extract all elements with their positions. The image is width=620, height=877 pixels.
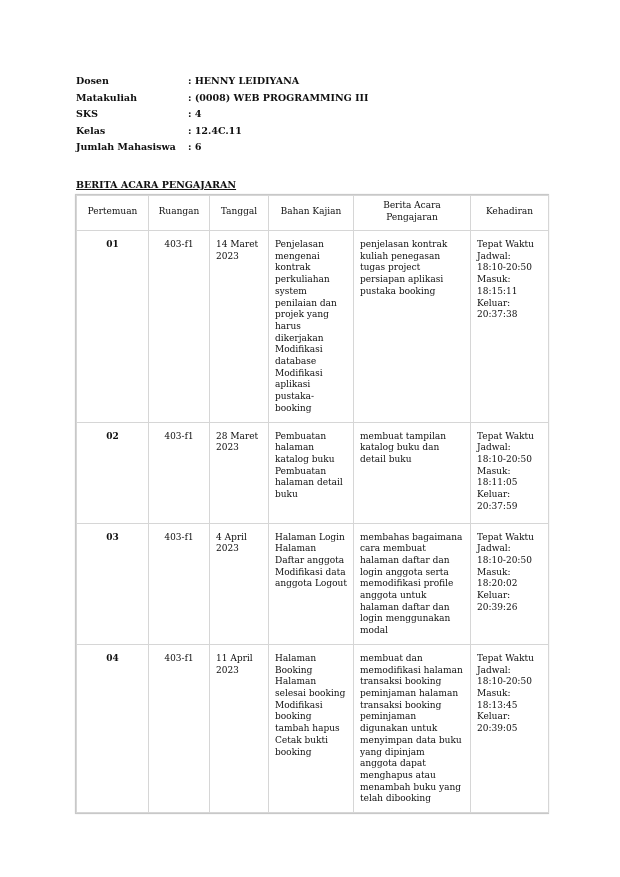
kehadiran-keluar-label: Keluar: — [477, 712, 511, 723]
info-row-kelas — [76, 124, 368, 141]
table-row — [77, 523, 549, 644]
cell-pertemuan: 04 — [77, 644, 149, 812]
kehadiran-keluar-label: Keluar: — [477, 490, 511, 501]
kehadiran-masuk-label: Masuk: — [477, 567, 511, 578]
kehadiran-masuk-value: 18:13:45 — [477, 700, 518, 711]
kehadiran-masuk-value: 18:15:11 — [477, 286, 518, 297]
kehadiran-masuk-label: Masuk: — [477, 688, 511, 699]
kehadiran-status: Tepat Waktu — [477, 431, 534, 442]
matakuliah-value: : (0008) WEB PROGRAMMING III — [188, 92, 369, 104]
course-info — [76, 74, 368, 157]
cell-ruangan: 403-f1 — [149, 422, 210, 523]
cell-kehadiran — [471, 422, 549, 523]
table-row — [77, 231, 549, 423]
cell-ruangan: 403-f1 — [149, 523, 210, 644]
header-kehadiran: Kehadiran — [471, 196, 549, 231]
cell-tanggal: 11 April 2023 — [210, 644, 269, 812]
kehadiran-jadwal-label: Jadwal: — [477, 443, 511, 454]
cell-pertemuan: 02 — [77, 422, 149, 523]
info-row-jumlah — [76, 140, 368, 157]
kehadiran-jadwal-label: Jadwal: — [477, 251, 511, 262]
cell-berita-acara: penjelasan kontrak kuliah penegasan tugas project persiapan aplikasi pustaka booking — [354, 231, 471, 423]
cell-kehadiran — [471, 523, 549, 644]
kehadiran-masuk-value: 18:11:05 — [477, 478, 518, 489]
kehadiran-jadwal-value: 18:10-20:50 — [477, 555, 532, 566]
cell-bahan-kajian: Pembuatan halaman katalog buku Pembuatan halaman detail buku — [269, 422, 354, 523]
kehadiran-keluar-label: Keluar: — [477, 591, 511, 602]
kehadiran-jadwal-label: Jadwal: — [477, 544, 511, 555]
cell-tanggal: 4 April 2023 — [210, 523, 269, 644]
cell-berita-acara: membuat tampilan katalog buku dan detail buku — [354, 422, 471, 523]
table-row — [77, 644, 549, 812]
kehadiran-jadwal-label: Jadwal: — [477, 665, 511, 676]
kehadiran-keluar-value: 20:39:05 — [477, 724, 518, 735]
kehadiran-keluar-value: 20:37:38 — [477, 310, 518, 321]
cell-tanggal: 28 Maret 2023 — [210, 422, 269, 523]
table-row — [77, 422, 549, 523]
cell-pertemuan: 01 — [77, 231, 149, 423]
jumlah-mahasiswa-value: : 6 — [188, 142, 202, 153]
kehadiran-masuk-label: Masuk: — [477, 466, 511, 477]
kehadiran-masuk-label: Masuk: — [477, 275, 511, 286]
table-header-row — [77, 196, 549, 231]
header-berita-acara: Berita Acara Pengajaran — [354, 196, 471, 231]
info-row-matakuliah — [76, 91, 368, 108]
cell-pertemuan: 03 — [77, 523, 149, 644]
kehadiran-jadwal-value: 18:10-20:50 — [477, 454, 532, 465]
kehadiran-keluar-value: 20:37:59 — [477, 501, 518, 512]
sks-label: SKS — [76, 109, 98, 120]
attendance-table-container — [75, 194, 549, 814]
cell-bahan-kajian: Penjelasan mengenai kontrak perkuliahan system penilaian dan projek yang harus dikerjakan Modifikasi database Modifikasi aplikasi pustaka-booking — [269, 231, 354, 423]
cell-kehadiran — [471, 231, 549, 423]
cell-berita-acara: membuat dan memodifikasi halaman transaksi booking peminjaman halaman transaksi booking peminjaman digunakan untuk menyimpan data buku yang dipinjam anggota dapat menghapus atau menambah buku yang telah dibooking — [354, 644, 471, 812]
cell-bahan-kajian: Halaman Booking Halaman selesai booking Modifikasi booking tambah hapus Cetak bukti booking — [269, 644, 354, 812]
header-bahan-kajian: Bahan Kajian — [269, 196, 354, 231]
jumlah-mahasiswa-label: Jumlah Mahasiswa — [76, 142, 176, 153]
kehadiran-keluar-label: Keluar: — [477, 298, 511, 309]
kehadiran-jadwal-value: 18:10-20:50 — [477, 263, 532, 274]
dosen-value: : HENNY LEIDIYANA — [188, 76, 300, 87]
info-row-sks — [76, 107, 368, 124]
kehadiran-status: Tepat Waktu — [477, 653, 534, 664]
dosen-label: Dosen — [76, 76, 109, 87]
header-tanggal: Tanggal — [210, 196, 269, 231]
kehadiran-status: Tepat Waktu — [477, 240, 534, 250]
cell-ruangan: 403-f1 — [149, 231, 210, 423]
cell-kehadiran — [471, 644, 549, 812]
header-ruangan: Ruangan — [149, 196, 210, 231]
sks-value: : 4 — [188, 109, 202, 120]
info-row-dosen — [76, 74, 368, 91]
kehadiran-keluar-value: 20:39:26 — [477, 602, 518, 613]
attendance-table — [76, 195, 549, 813]
kelas-value: : 12.4C.11 — [188, 125, 242, 137]
kehadiran-jadwal-value: 18:10-20:50 — [477, 677, 532, 688]
kehadiran-status: Tepat Waktu — [477, 532, 534, 543]
cell-ruangan: 403-f1 — [149, 644, 210, 812]
kehadiran-masuk-value: 18:20:02 — [477, 579, 518, 590]
cell-tanggal: 14 Maret 2023 — [210, 231, 269, 423]
section-title: BERITA ACARA PENGAJARAN — [76, 180, 237, 191]
kelas-label: Kelas — [76, 125, 106, 137]
matakuliah-label: Matakuliah — [76, 92, 137, 104]
cell-berita-acara: membahas bagaimana cara membuat halaman daftar dan login anggota serta memodifikasi profile anggota untuk halaman daftar dan login menggunakan modal — [354, 523, 471, 644]
cell-bahan-kajian: Halaman Login Halaman Daftar anggota Modifikasi data anggota Logout — [269, 523, 354, 644]
header-pertemuan: Pertemuan — [77, 196, 149, 231]
